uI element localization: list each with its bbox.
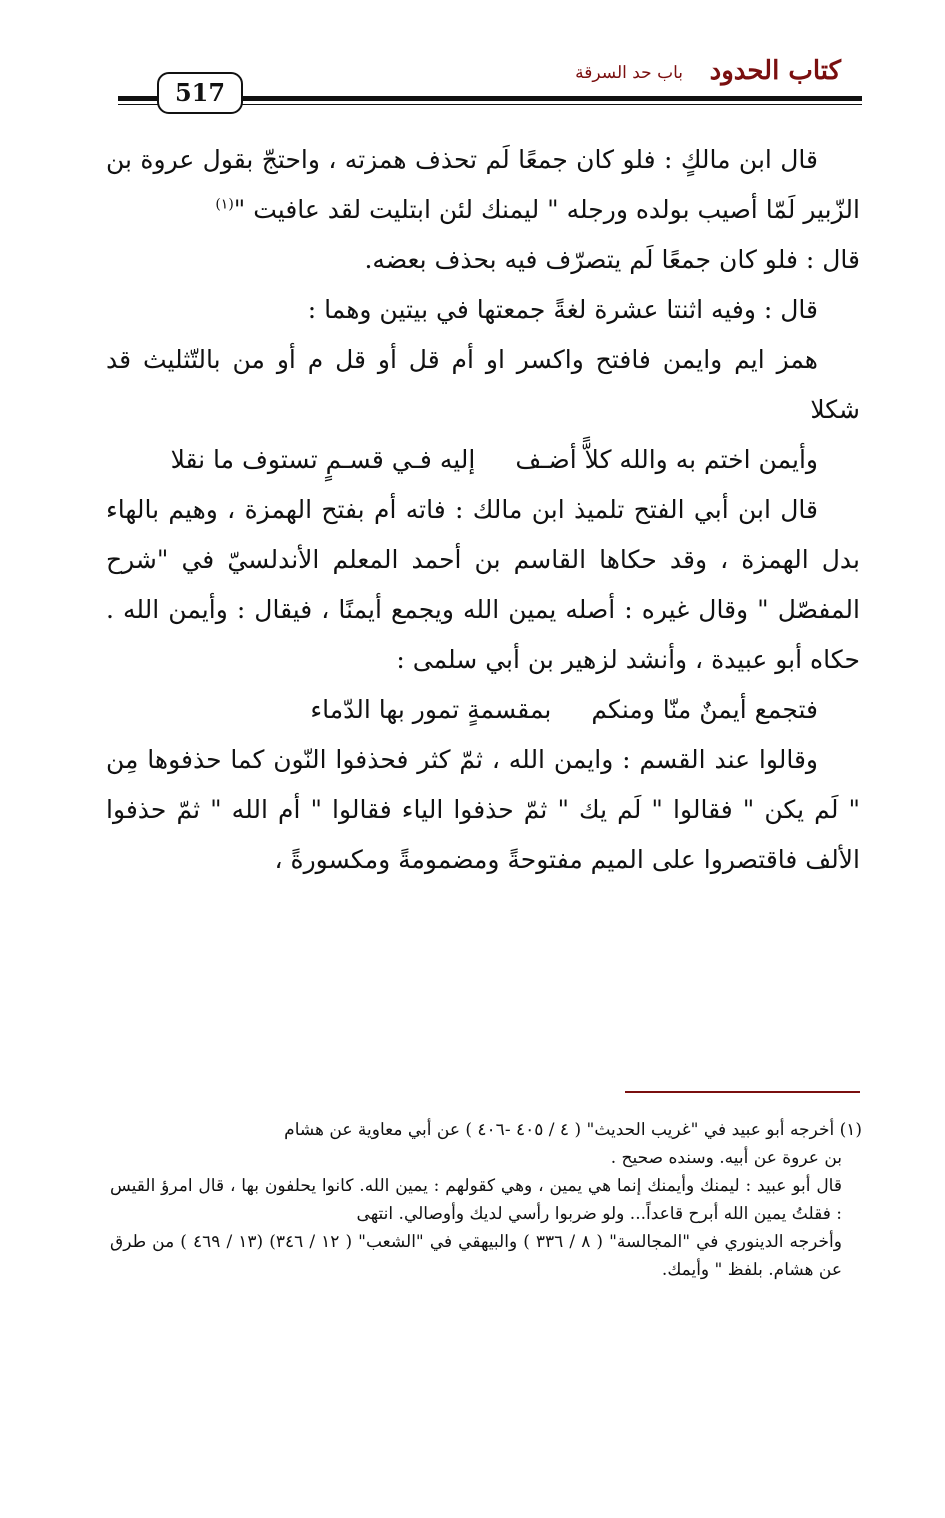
paragraph-tasarruf: قال : فلو كان جمعًا لَم يتصرّف فيه بحذف بعضه. [364,245,860,274]
paragraph-ibn-malik-text: قال ابن مالكٍ : فلو كان جمعًا لَم تحذف همزته ، واحتجّ بقول عروة بن الزّبير لَمّا أصيب بولده ورجله " ليمنك لئن ابتليت لقد عافيت " [106,145,860,224]
main-text [106,135,860,885]
verse-zuhayr [106,685,860,735]
paragraph-ibn-abi-alfath: قال ابن أبي الفتح تلميذ ابن مالك : فاته أم بفتح الهمزة ، وهيم بالهاء بدل الهمزة ، وقد حكاها القاسم بن أحمد المعلم الأندلسيّ في "شرح المفصّل " وقال غيره : أصله يمين الله ويجمع أيمنًا ، فيقال : وأيمن الله . حكاه أبو عبيدة ، وأنشد لزهير بن أبي سلمى : [106,495,860,674]
footnotes [110,1116,862,1284]
footnote-separator [625,1091,860,1093]
paragraph-qasam: وقالوا عند القسم : وايمن الله ، ثمّ كثر فحذفوا النّون كما حذفوها مِن " لَم يكن " فقالوا " لَم يك " ثمّ حذفوا الياء فقالوا " أم الله " ثمّ حذفوا الألف فاقتصروا على الميم مفتوحةً ومضمومةً ومكسورةً ، [106,745,860,874]
footnote-1-dinawari: وأخرجه الدينوري في "المجالسة" ( ٨ / ٣٣٦ ) والبيهقي في "الشعب" ( ١٢ / ٣٤٦) (١٣ / ٤٦٩ ) من طرق عن هشام. بلفظ " وأيمك. [110,1232,842,1280]
verse-line-2 [106,435,860,485]
book-title: كتاب الحدود [709,56,841,86]
footnote-reference: (١) [215,196,234,213]
verse-line-1: همز ايم وايمن فافتح واكسر او أم قل أو قل م أو من بالتّثليث قد شكلا [106,345,860,424]
page-number: 517 [157,72,243,114]
footnote-1-line-2: بن عروة عن أبيه. وسنده صحيح . [610,1148,842,1168]
chapter-title: باب حد السرقة [575,63,683,83]
paragraph-ibn-malik [106,135,860,235]
verse-zuhayr-hemistich-b: بمقسمةٍ تمور بها الدّماء [310,695,552,724]
footnote-1-abu-ubayd: قال أبو عبيد : ليمنك وأيمنك إنما هي يمين ، وهي كقولهم : يمين الله. كانوا يحلفون بها ، قال امرؤ القيس : فقلتُ يمين الله أبرح قاعداً... ولو ضربوا رأسي لديك وأوصالي. انتهى [110,1176,842,1224]
footnote-1-line-1: (١) أخرجه أبو عبيد في "غريب الحديث" ( ٤ / ٤٠٥ -٤٠٦ ) عن أبي معاوية عن هشام [284,1120,862,1140]
paragraph-twelve-dialects: قال : وفيه اثنتا عشرة لغةً جمعتها في بيتين وهما : [307,295,818,324]
verse-line-2-hemistich-a: وأيمن اختم به والله كلاًّ أضـف [515,445,818,474]
verse-zuhayr-hemistich-a: فتجمع أيمنٌ منّا ومنكم [591,695,818,724]
verse-line-2-hemistich-b: إليه فـي قسـمٍ تستوف ما نقلا [170,445,476,474]
